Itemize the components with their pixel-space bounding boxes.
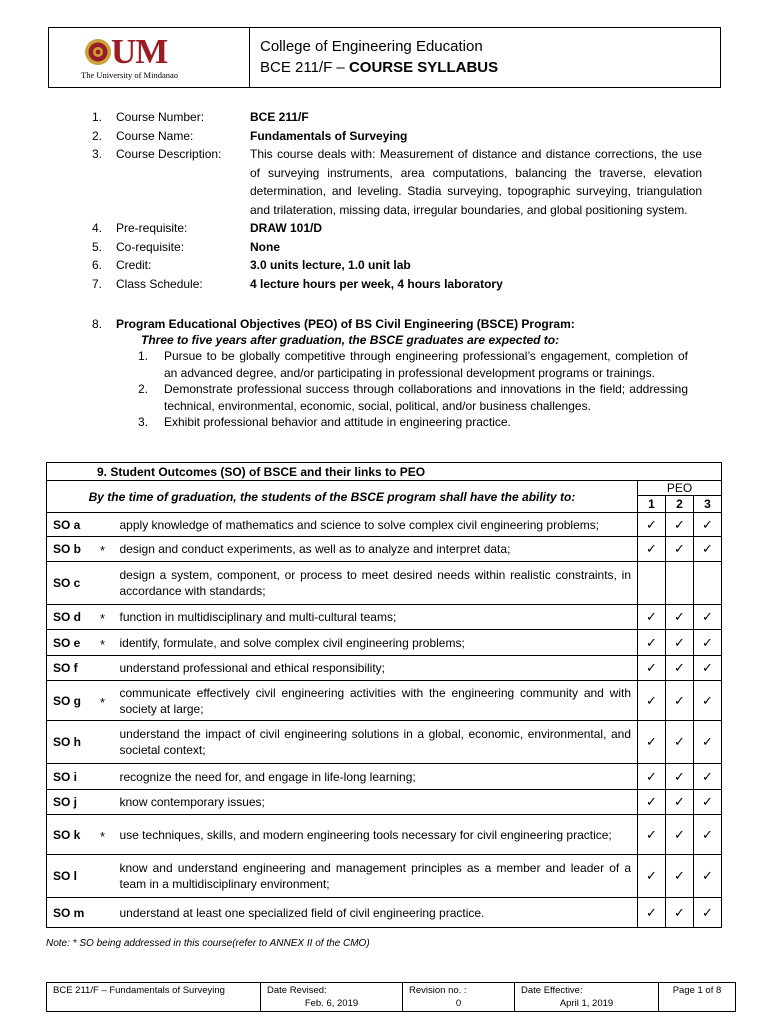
check-icon: ✓ (666, 656, 694, 681)
check-icon: ✓ (666, 790, 694, 815)
check-icon: ✓ (694, 656, 722, 681)
info-row (92, 108, 702, 127)
so-table-title: 9. Student Outcomes (SO) of BSCE and their links to PEO (47, 463, 722, 481)
footnote: Note: * SO being addressed in this course(refer to ANNEX II of the CMO) (46, 938, 370, 949)
check-icon: ✓ (638, 815, 666, 855)
table-row (47, 898, 722, 928)
peo-heading-text: Program Educational Objectives (PEO) of BS Civil Engineering (BSCE) Program: (116, 317, 575, 331)
check-icon: ✓ (666, 513, 694, 537)
so-text: use techniques, skills, and modern engineering tools necessary for civil engineering practice; (119, 815, 638, 855)
table-row (47, 630, 722, 656)
revision-value: 0 (455, 998, 462, 1009)
so-label-text: SO i (53, 769, 78, 784)
so-label (47, 537, 119, 562)
check-icon: ✓ (694, 898, 722, 928)
peo-item-num: 3. (138, 415, 149, 429)
info-num: 7. (92, 276, 103, 291)
so-text: understand professional and ethical responsibility; (119, 656, 638, 681)
check-icon: ✓ (694, 815, 722, 855)
peo-item (92, 414, 688, 431)
check-icon: ✓ (638, 537, 666, 562)
check-icon: ✓ (694, 513, 722, 537)
check-icon: ✓ (638, 764, 666, 790)
peo-num: 8. (92, 317, 103, 331)
check-icon: ✓ (694, 764, 722, 790)
so-label-text: SO k (53, 827, 81, 842)
asterisk-icon: * (100, 543, 106, 558)
so-text: design a system, component, or process to meet desired needs within realistic constraints, in accordance with standards; (119, 562, 638, 605)
date-effective-value: April 1, 2019 (559, 998, 614, 1009)
so-text: know contemporary issues; (119, 790, 638, 815)
check-icon: ✓ (694, 721, 722, 764)
syllabus-title (260, 57, 498, 78)
footer-date-revised (261, 983, 403, 1012)
table-row (47, 513, 722, 537)
check-icon: ✓ (638, 898, 666, 928)
footer-revision (403, 983, 515, 1012)
info-row (92, 275, 702, 294)
date-effective-label: Date Effective: (521, 985, 583, 996)
check-icon: ✓ (694, 790, 722, 815)
check-icon: ✓ (666, 630, 694, 656)
asterisk-icon: * (100, 636, 106, 652)
check-icon: ✓ (666, 855, 694, 898)
footer-course-text: BCE 211/F – Fundamentals of Surveying (53, 985, 225, 996)
so-label-text: SO l (53, 869, 78, 883)
table-row (47, 656, 722, 681)
info-num: 4. (92, 221, 103, 235)
so-text: function in multidisciplinary and multi-cultural teams; (119, 605, 638, 630)
table-row (47, 537, 722, 562)
info-label: Class Schedule: (116, 276, 203, 291)
peo-header: PEO (638, 481, 722, 496)
so-label (47, 790, 119, 815)
info-label: Course Number: (116, 110, 205, 124)
peo-item-num: 2. (138, 382, 149, 396)
table-row (47, 815, 722, 855)
check-icon: ✓ (638, 790, 666, 815)
so-text: identify, formulate, and solve complex civil engineering problems; (119, 630, 638, 656)
course-code-prefix: BCE 211/F – (260, 59, 349, 76)
info-value: DRAW 101/D (250, 221, 323, 235)
title-cell (250, 28, 498, 87)
footer-page (659, 983, 736, 1012)
table-row (47, 562, 722, 605)
peo-item-num: 1. (138, 349, 149, 363)
check-icon: ✓ (638, 721, 666, 764)
so-text: design and conduct experiments, as well as to analyze and interpret data; (119, 537, 638, 562)
check-icon: ✓ (694, 855, 722, 898)
college-title: College of Engineering Education (260, 38, 483, 55)
date-revised-value: Feb. 6, 2019 (304, 998, 359, 1009)
asterisk-icon: * (100, 611, 106, 626)
so-table (46, 462, 722, 928)
university-seal-icon (84, 38, 112, 66)
so-text: understand the impact of civil engineering solutions in a global, economic, environmental, and societal context; (119, 721, 638, 764)
so-label (47, 513, 119, 537)
peo-col-2: 2 (666, 496, 694, 513)
info-value: 4 lecture hours per week, 4 hours laboratory (250, 276, 503, 291)
so-label-text: SO c (53, 576, 81, 590)
peo-item-text: Demonstrate professional success through collaborations and innovations in the field; addressing technical, environmental, economic, social, political, and/or business challenges. (164, 382, 688, 413)
info-value: None (250, 239, 280, 254)
so-label (47, 681, 119, 721)
check-icon: ✓ (666, 605, 694, 630)
asterisk-icon: * (100, 828, 106, 844)
peo-item-text: Exhibit professional behavior and attitude in engineering practice. (164, 415, 511, 429)
empty-cell (694, 562, 722, 605)
so-title-row (47, 463, 722, 481)
check-icon: ✓ (638, 681, 666, 721)
info-row (92, 256, 702, 275)
info-row (92, 127, 702, 146)
peo-section (92, 316, 688, 431)
so-label-text: SO b (53, 542, 82, 556)
so-label (47, 605, 119, 630)
so-label (47, 630, 119, 656)
check-icon: ✓ (666, 721, 694, 764)
peo-col-3: 3 (694, 496, 722, 513)
empty-cell (638, 562, 666, 605)
check-icon: ✓ (638, 630, 666, 656)
check-icon: ✓ (638, 656, 666, 681)
info-row (92, 238, 702, 257)
so-label (47, 562, 119, 605)
check-icon: ✓ (638, 855, 666, 898)
so-label (47, 815, 119, 855)
peo-item-text: Pursue to be globally competitive through engineering professional’s engagement, completion of an advanced degree, and/or participating in professional development programs or trainings. (164, 349, 688, 380)
so-label (47, 898, 119, 928)
info-label: Course Description: (116, 147, 222, 161)
info-label: Pre-requisite: (116, 221, 188, 235)
so-label (47, 721, 119, 764)
so-label-text: SO g (53, 693, 82, 708)
info-row (92, 145, 702, 219)
check-icon: ✓ (666, 537, 694, 562)
so-label-text: SO e (53, 635, 81, 650)
info-label: Credit: (116, 258, 152, 272)
logo-text: UM (111, 32, 168, 71)
revision-label: Revision no. : (409, 985, 467, 996)
info-num: 1. (92, 110, 103, 124)
info-row (92, 219, 702, 238)
peo-header-row (47, 481, 722, 496)
check-icon: ✓ (694, 605, 722, 630)
table-row (47, 855, 722, 898)
peo-intro: Three to five years after graduation, the BSCE graduates are expected to: (141, 333, 560, 347)
course-description: This course deals with: Measurement of distance and distance corrections, the use of surveying instruments, area computations, balancing the traverse, elevation determination, and leveling. Stadia surveying, topographic surveying, triangulation and trilateration, missing data, irregular boundaries, and global positioning system. (250, 147, 702, 217)
so-text: understand at least one specialized field of civil engineering practice. (119, 898, 638, 928)
info-num: 5. (92, 239, 103, 254)
so-label (47, 656, 119, 681)
so-intro: By the time of graduation, the students of the BSCE program shall have the ability to: (47, 481, 638, 513)
peo-heading (92, 316, 688, 332)
check-icon: ✓ (694, 630, 722, 656)
check-icon: ✓ (638, 513, 666, 537)
page-footer (46, 982, 736, 1012)
check-icon: ✓ (666, 815, 694, 855)
logo-cell (49, 28, 250, 87)
doc-type: COURSE SYLLABUS (348, 59, 499, 76)
info-value: Fundamentals of Surveying (250, 128, 408, 143)
so-label-text: SO j (53, 795, 78, 809)
table-row (47, 764, 722, 790)
table-row (47, 681, 722, 721)
info-label: Course Name: (116, 128, 194, 143)
peo-item (92, 348, 688, 381)
info-num: 6. (92, 258, 103, 272)
table-row (47, 721, 722, 764)
so-text: recognize the need for, and engage in life-long learning; (119, 764, 638, 790)
info-num: 3. (92, 147, 103, 161)
so-label-text: SO h (53, 735, 82, 749)
footer-course (47, 983, 261, 1012)
check-icon: ✓ (638, 605, 666, 630)
so-label-text: SO m (53, 905, 85, 920)
info-num: 2. (92, 128, 103, 143)
peo-item (92, 381, 688, 414)
course-info-list (92, 108, 702, 293)
check-icon: ✓ (694, 681, 722, 721)
so-text: apply knowledge of mathematics and science to solve complex civil engineering problems; (119, 513, 638, 537)
table-row (47, 790, 722, 815)
so-label (47, 855, 119, 898)
so-label-text: SO d (53, 610, 82, 624)
table-row (47, 605, 722, 630)
check-icon: ✓ (666, 681, 694, 721)
date-revised-label: Date Revised: (267, 985, 327, 996)
info-value: 3.0 units lecture, 1.0 unit lab (250, 258, 411, 272)
so-label-text: SO f (53, 661, 78, 675)
document-header (48, 27, 721, 88)
peo-col-1: 1 (638, 496, 666, 513)
check-icon: ✓ (694, 537, 722, 562)
check-icon: ✓ (666, 764, 694, 790)
so-text: know and understand engineering and management principles as a member and leader of a team in a multidisciplinary environment; (119, 855, 638, 898)
so-label-text: SO a (53, 517, 81, 532)
empty-cell (666, 562, 694, 605)
so-text: communicate effectively civil engineering activities with the engineering community and with society at large; (119, 681, 638, 721)
footer-date-effective (515, 983, 659, 1012)
check-icon: ✓ (666, 898, 694, 928)
page-number: Page 1 of 8 (672, 985, 722, 996)
info-label: Co-requisite: (116, 239, 185, 254)
asterisk-icon: * (100, 694, 106, 710)
info-value: BCE 211/F (250, 110, 309, 124)
so-label (47, 764, 119, 790)
logo-subtitle: The University of Mindanao (81, 70, 179, 80)
